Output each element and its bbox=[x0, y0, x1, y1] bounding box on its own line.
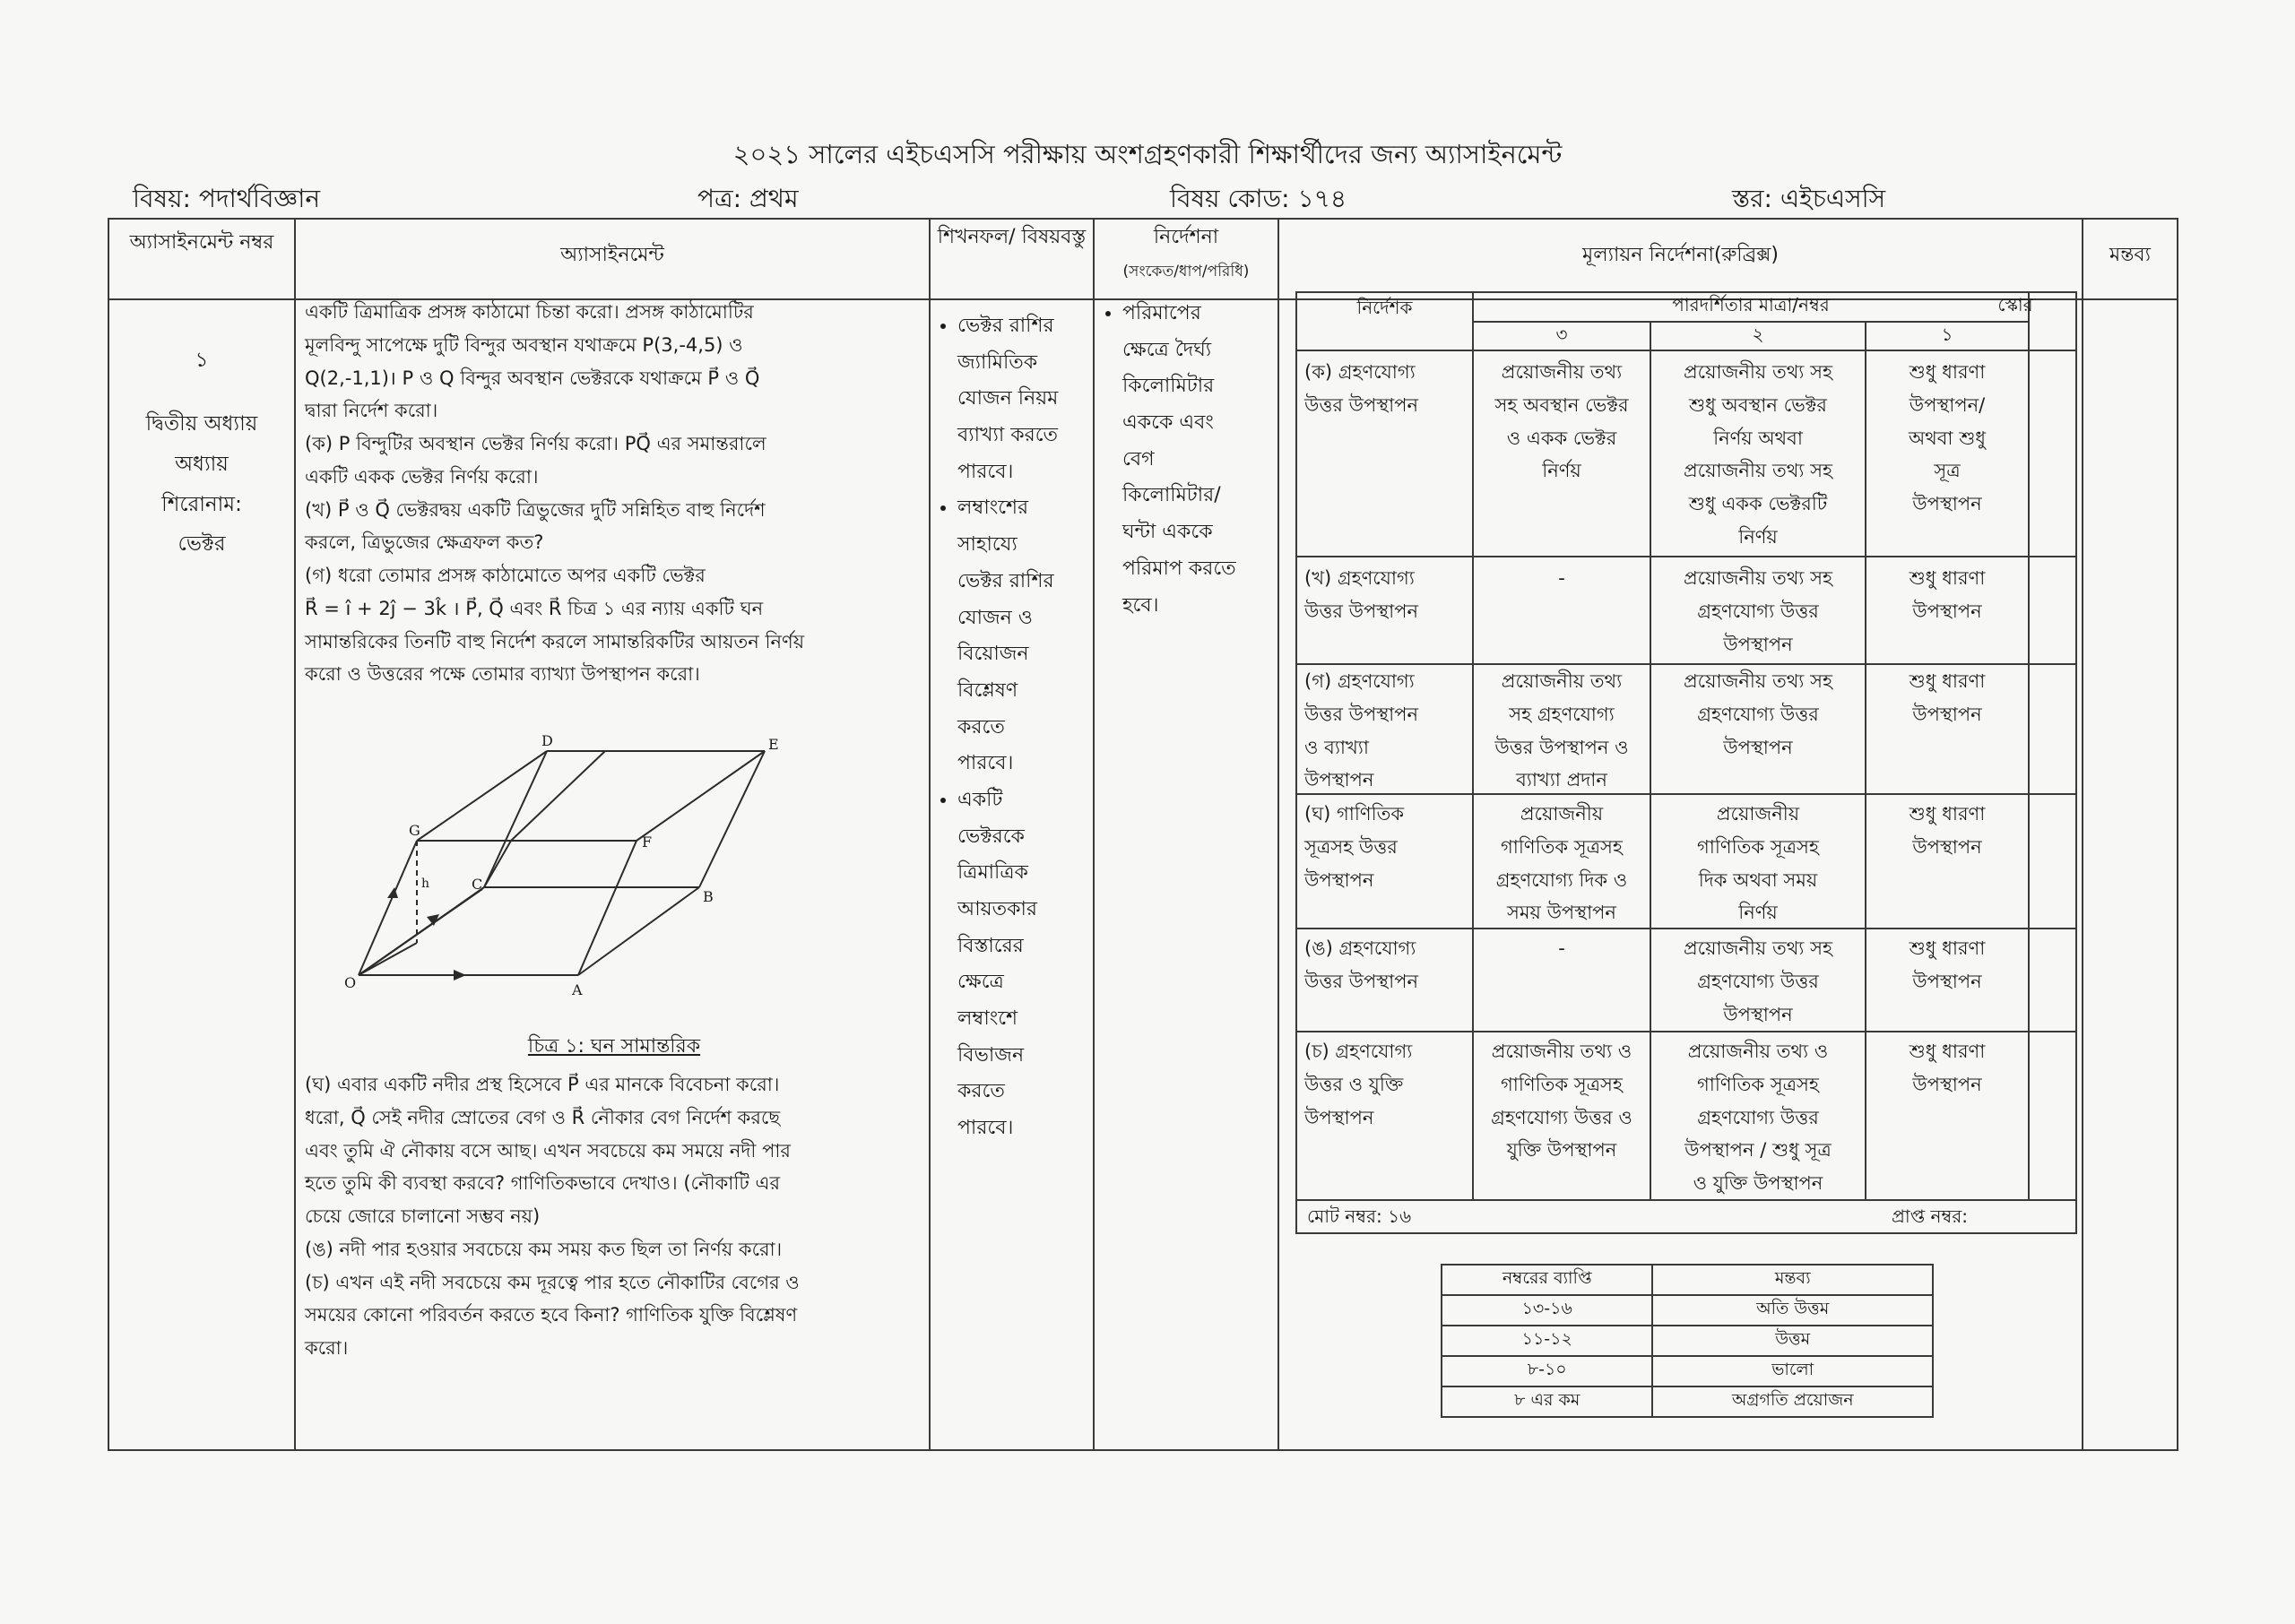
text-line: পারবে। bbox=[957, 752, 1014, 775]
rubric-row-cha-level2 bbox=[1651, 1035, 1865, 1200]
text-line: প্রয়োজনীয় তথ্য ও bbox=[1687, 1041, 1829, 1062]
text-line: (ঘ) গাণিতিক bbox=[1304, 803, 1405, 825]
text-line: • ভেক্টর রাশির bbox=[957, 315, 1054, 337]
text-line: নির্ণয় bbox=[1542, 460, 1581, 482]
learning-outcome-item bbox=[957, 308, 1091, 490]
text-line: Q(2,-1,1)। P ও Q বিন্দুর অবস্থান ভেক্টরকে যথাক্রমে P⃗ ও Q⃗ bbox=[305, 367, 760, 389]
rubric-row-gha-level3 bbox=[1474, 798, 1650, 929]
grade-range-table bbox=[1441, 1264, 1934, 1418]
text-line: আয়তকার bbox=[957, 898, 1038, 920]
text-line: প্রয়োজনীয় তথ্য ও bbox=[1491, 1041, 1632, 1062]
text-line: গ্রহণযোগ্য উত্তর bbox=[1697, 600, 1819, 622]
text-line: বিস্তারের bbox=[957, 934, 1024, 957]
text-line: ধরো, Q⃗ সেই নদীর স্রোতের বেগ ও R⃗ নৌকার বেগ নির্দেশ করছে bbox=[305, 1106, 781, 1128]
text-line: ভেক্টরকে bbox=[957, 825, 1025, 848]
rubric-row-cha-level1 bbox=[1866, 1035, 2028, 1101]
grade-range: ১৩-১৬ bbox=[1442, 1295, 1652, 1326]
text-line: শুধু ধারণা bbox=[1909, 937, 1986, 959]
column-header-assignment: অ্যাসাইনমেন্ট bbox=[560, 244, 664, 266]
column-header-assignment-no: অ্যাসাইনমেন্ট নম্বর bbox=[129, 231, 274, 254]
text-line: প্রয়োজনীয় তথ্য সহ bbox=[1684, 460, 1832, 482]
text-line: - bbox=[1558, 567, 1565, 589]
text-line: করতে bbox=[957, 715, 1005, 739]
text-line: ভেক্টর রাশির bbox=[957, 569, 1054, 592]
figure-caption: চিত্র ১: ঘন সামান্তরিক bbox=[527, 1035, 701, 1058]
text-line: গাণিতিক সূত্রসহ bbox=[1697, 1073, 1819, 1095]
text-line: করো। bbox=[305, 1337, 349, 1359]
rubric-row-ga-indicator bbox=[1304, 665, 1470, 797]
text-line: ক্ষেত্রে bbox=[957, 971, 1004, 994]
text-line: উপস্থাপন bbox=[1912, 493, 1982, 514]
text-line: সহ অবস্থান ভেক্টর bbox=[1494, 393, 1629, 416]
text-line: হতে তুমি কী ব্যবস্থা করবে? গাণিতিকভাবে দেখাও। (নৌকাটি এর bbox=[305, 1172, 781, 1195]
text-line: যুক্তি উপস্থাপন bbox=[1506, 1139, 1617, 1162]
rubric-proficiency-header: পারদর্শিতার মাত্রা/নম্বর bbox=[1672, 294, 1830, 315]
text-line: উপস্থাপন/ bbox=[1909, 393, 1986, 416]
text-line: শুধু ধারণা bbox=[1909, 1041, 1986, 1062]
rubric-row-uma-level3 bbox=[1474, 932, 1650, 965]
text-line: শুধু অবস্থান ভেক্টর bbox=[1689, 393, 1827, 416]
rubric-row-ga-level3 bbox=[1474, 665, 1650, 797]
text-line: উত্তর উপস্থাপন bbox=[1304, 703, 1418, 725]
grade-range: ৮ এর কম bbox=[1442, 1386, 1652, 1417]
text-line: প্রয়োজনীয় তথ্য bbox=[1501, 670, 1623, 692]
text-line: শুধু একক ভেক্টরটি bbox=[1688, 493, 1828, 514]
text-line: (চ) গ্রহণযোগ্য bbox=[1304, 1041, 1413, 1062]
rubric-obtained-marks: প্রাপ্ত নম্বর: bbox=[1892, 1205, 1968, 1227]
figure-label-a: A bbox=[572, 981, 583, 998]
text-line: গ্রহণযোগ্য উত্তর ও bbox=[1491, 1106, 1632, 1128]
rubric-row-kha-level3 bbox=[1474, 562, 1650, 595]
figure-label-o: O bbox=[344, 974, 357, 991]
text-line: উপস্থাপন bbox=[1304, 868, 1374, 891]
subject-code-label: বিষয় কোড: ১৭৪ bbox=[1170, 184, 1347, 213]
text-line: এবং তুমি ঐ নৌকায় বসে আছ। এখন সবচেয়ে কম সময়ে নদী পার bbox=[305, 1139, 791, 1162]
grade-remark: অতি উত্তম bbox=[1652, 1295, 1933, 1326]
grade-remark: অগ্রগতি প্রয়োজন bbox=[1652, 1386, 1933, 1417]
figure-label-c: C bbox=[472, 876, 483, 893]
text-line: ত্রিমাত্রিক bbox=[957, 861, 1028, 885]
text-line: উত্তর উপস্থাপন bbox=[1304, 600, 1418, 622]
text-line: উপস্থাপন bbox=[1912, 703, 1982, 725]
grade-range: ৮-১০ bbox=[1442, 1356, 1652, 1386]
column-header-remarks: মন্তব্য bbox=[2109, 244, 2151, 266]
text-line: শুধু ধারণা bbox=[1909, 567, 1986, 589]
text-line: যোজন ও bbox=[957, 606, 1033, 629]
text-line: প্রয়োজনীয় তথ্য সহ bbox=[1684, 670, 1832, 692]
question-ka: (ক) P বিন্দুটির অবস্থান ভেক্টর নির্ণয় করো। PQ⃗ এর সমান্তরালে bbox=[305, 433, 766, 454]
heading-label: শিরোনাম: bbox=[161, 492, 242, 516]
text-line: উপস্থাপন bbox=[1304, 1106, 1374, 1128]
rubric-level-3: ৩ bbox=[1555, 324, 1568, 345]
text-line: বিশ্লেষণ bbox=[957, 678, 1018, 702]
table-row bbox=[1442, 1326, 1933, 1356]
text-line: একটি ত্রিমাত্রিক প্রসঙ্গ কাঠামো চিন্তা করো। প্রসঙ্গ কাঠামোটির bbox=[305, 301, 754, 323]
rubric-indicator-header: নির্দেশক bbox=[1356, 297, 1413, 318]
text-line: দিক অথবা সময় bbox=[1698, 868, 1818, 891]
text-line: ব্যাখ্যা করতে bbox=[957, 424, 1059, 447]
column-header-evaluation: মূল্যায়ন নির্দেশনা(রুব্রিক্স) bbox=[1582, 244, 1779, 266]
text-line: সময়ের কোনো পরিবর্তন করতে হবে কিনা? গাণিতিক যুক্তি বিশ্লেষণ bbox=[305, 1304, 798, 1326]
question-uma: (ঙ) নদী পার হওয়ার সবচেয়ে কম সময় কত ছিল তা নির্ণয় করো। bbox=[305, 1238, 783, 1260]
instructions-list bbox=[1099, 296, 1275, 624]
column-header-instruction-sub: (সংকেত/ধাপ/পরিধি) bbox=[1122, 263, 1250, 281]
parallelepiped-figure bbox=[332, 735, 798, 1004]
text-line: • একটি bbox=[957, 788, 1003, 811]
text-line: যোজন নিয়ম bbox=[957, 387, 1059, 410]
rubric-row-gha-level2 bbox=[1651, 798, 1865, 929]
rubric-row-kha-indicator bbox=[1304, 562, 1470, 628]
text-line: প্রয়োজনীয় তথ্য সহ bbox=[1684, 567, 1832, 589]
text-line: অথবা শুধু bbox=[1908, 427, 1987, 449]
text-line: - bbox=[1558, 937, 1565, 959]
text-line: উপস্থাপন bbox=[1912, 1073, 1982, 1095]
paper-label: পত্র: প্রথম bbox=[697, 184, 799, 213]
text-line: গাণিতিক সূত্রসহ bbox=[1501, 835, 1623, 858]
assignment-intro bbox=[305, 296, 923, 691]
text-line: প্রয়োজনীয় তথ্য bbox=[1501, 361, 1623, 383]
subject-label: বিষয়: পদার্থবিজ্ঞান bbox=[133, 184, 321, 213]
text-line: গাণিতিক সূত্রসহ bbox=[1501, 1073, 1623, 1095]
rubric-row-ka-level2 bbox=[1651, 356, 1865, 554]
text-line: সময় উপস্থাপন bbox=[1507, 902, 1616, 924]
text-line: উপস্থাপন bbox=[1723, 1003, 1793, 1025]
question-cha: (চ) এখন এই নদী সবচেয়ে কম দূরত্বে পার হতে নৌকাটির বেগের ও bbox=[305, 1271, 800, 1293]
text-line: হবে। bbox=[1122, 593, 1159, 617]
text-line: পারবে। bbox=[957, 460, 1014, 483]
rubric-row-ga-level2 bbox=[1651, 665, 1865, 764]
text-line: ও ব্যাখ্যা bbox=[1304, 736, 1369, 758]
text-line: নির্ণয় bbox=[1738, 525, 1778, 548]
rubric-row-ga-level1 bbox=[1866, 665, 2028, 731]
rubric-row-ka-indicator bbox=[1304, 356, 1470, 422]
text-line: এককে এবং bbox=[1122, 411, 1214, 435]
learning-outcomes-list bbox=[934, 308, 1091, 1147]
document-title: ২০২১ সালের এইচএসসি পরীক্ষায় অংশগ্রহণকারী শিক্ষার্থীদের জন্য অ্যাসাইনমেন্ট bbox=[732, 139, 1563, 169]
grade-header-range: নম্বরের ব্যাপ্তি bbox=[1442, 1265, 1652, 1295]
text-line: সূত্রসহ উত্তর bbox=[1304, 835, 1398, 858]
figure-label-e: E bbox=[768, 736, 779, 753]
text-line: ঘন্টা এককে bbox=[1122, 521, 1213, 544]
question-gha: (ঘ) এবার একটি নদীর প্রস্থ হিসেবে P⃗ এর মানকে বিবেচনা করো। bbox=[305, 1074, 780, 1095]
rubric-level-2: ২ bbox=[1752, 324, 1764, 345]
text-line: উপস্থাপন bbox=[1912, 835, 1982, 858]
text-line: • পরিমাপের bbox=[1122, 302, 1201, 324]
table-row bbox=[1442, 1295, 1933, 1326]
rubric-row-gha-indicator bbox=[1304, 798, 1470, 896]
rubric-total-marks: মোট নম্বর: ১৬ bbox=[1307, 1205, 1412, 1227]
text-line: উপস্থাপন / শুধু সূত্র bbox=[1684, 1139, 1832, 1162]
text-line: ও যুক্তি উপস্থাপন bbox=[1693, 1172, 1823, 1194]
text-line: প্রয়োজনীয় তথ্য সহ bbox=[1684, 361, 1832, 383]
chapter-name: দ্বিতীয় অধ্যায় bbox=[145, 411, 258, 436]
text-line: ব্যাখ্যা প্রদান bbox=[1516, 769, 1607, 791]
text-line: • লম্বাংশের bbox=[957, 497, 1029, 520]
text-line: উত্তর উপস্থাপন bbox=[1304, 970, 1418, 992]
instruction-item bbox=[1122, 296, 1275, 624]
rubric-level-1: ১ bbox=[1941, 324, 1953, 345]
grade-remark: ভালো bbox=[1652, 1356, 1933, 1386]
text-line: (গ) গ্রহণযোগ্য bbox=[1304, 670, 1415, 692]
level-label: স্তর: এইচএসসি bbox=[1732, 184, 1886, 213]
text-line: (খ) গ্রহণযোগ্য bbox=[1304, 567, 1415, 589]
table-row bbox=[1442, 1356, 1933, 1386]
text-line: করো ও উত্তরের পক্ষে তোমার ব্যাখ্যা উপস্থাপন করো। bbox=[305, 663, 700, 686]
learning-outcome-item bbox=[957, 490, 1091, 782]
text-line: গ্রহণযোগ্য উত্তর bbox=[1697, 703, 1819, 725]
rubric-row-uma-level1 bbox=[1866, 932, 2028, 998]
rubric-row-cha-indicator bbox=[1304, 1035, 1470, 1134]
assignment-number: ১ bbox=[195, 349, 209, 372]
question-kha: (খ) P⃗ ও Q⃗ ভেক্টরদ্বয় একটি ত্রিভুজের দুটি সন্নিহিত বাহু নির্দেশ bbox=[305, 498, 766, 521]
text-line: দ্বারা নির্দেশ করো। bbox=[305, 400, 438, 422]
text-line: একটি একক ভেক্টর নির্ণয় করো। bbox=[305, 465, 539, 488]
rubric-row-uma-indicator bbox=[1304, 932, 1470, 998]
text-line: পরিমাপ করতে bbox=[1122, 557, 1236, 580]
grade-range: ১১-১২ bbox=[1442, 1326, 1652, 1356]
rubric-row-kha-level2 bbox=[1651, 562, 1865, 661]
figure-label-b: B bbox=[703, 888, 714, 905]
text-line: উপস্থাপন bbox=[1723, 633, 1793, 655]
column-header-instruction: নির্দেশনা bbox=[1153, 226, 1219, 248]
text-line: করলে, ত্রিভুজের ক্ষেত্রফল কত? bbox=[305, 531, 544, 554]
text-line: সহ গ্রহণযোগ্য bbox=[1509, 703, 1615, 725]
text-line: নির্ণয় bbox=[1738, 902, 1778, 924]
rubric-row-uma-level2 bbox=[1651, 932, 1865, 1031]
text-line: শুধু ধারণা bbox=[1909, 803, 1986, 825]
rubric-row-cha-level3 bbox=[1474, 1035, 1650, 1167]
topic-name: ভেক্টর bbox=[178, 532, 226, 557]
text-line: প্রয়োজনীয় bbox=[1716, 803, 1800, 825]
text-line: প্রয়োজনীয় bbox=[1520, 803, 1604, 825]
text-line: (ঙ) গ্রহণযোগ্য bbox=[1304, 937, 1416, 959]
text-line: ও একক ভেক্টর bbox=[1506, 427, 1617, 449]
text-line: উত্তর ও যুক্তি bbox=[1304, 1073, 1404, 1095]
text-line: শুধু ধারণা bbox=[1909, 670, 1986, 692]
text-line: করতে bbox=[957, 1080, 1005, 1103]
text-line: উপস্থাপন bbox=[1912, 600, 1982, 622]
text-line: লম্বাংশে bbox=[957, 1007, 1018, 1031]
rubric-row-gha-level1 bbox=[1866, 798, 2028, 864]
text-line: গ্রহণযোগ্য উত্তর bbox=[1697, 970, 1819, 992]
text-line: উত্তর উপস্থাপন bbox=[1304, 393, 1418, 416]
question-ga: (গ) ধরো তোমার প্রসঙ্গ কাঠামোতে অপর একটি ভেক্টর bbox=[305, 565, 706, 586]
text-line: উপস্থাপন bbox=[1912, 970, 1982, 992]
text-line: R⃗ = î + 2ĵ − 3k̂ । P⃗, Q⃗ এবং R⃗ চিত্র ১ এর ন্যায় একটি ঘন bbox=[305, 597, 764, 619]
rubric-score-header: স্কোর bbox=[1997, 294, 2033, 315]
text-line: জ্যামিতিক bbox=[957, 350, 1038, 374]
text-line: উপস্থাপন bbox=[1304, 769, 1374, 791]
text-line: গ্রহণযোগ্য উত্তর bbox=[1697, 1106, 1819, 1128]
table-row bbox=[1442, 1265, 1933, 1295]
text-line: বেগ bbox=[1122, 447, 1155, 471]
text-line: ক্ষেত্রে দৈর্ঘ্য bbox=[1122, 338, 1212, 361]
grade-header-remarks: মন্তব্য bbox=[1652, 1265, 1933, 1295]
text-line: কিলোমিটার bbox=[1122, 375, 1215, 398]
text-line: চেয়ে জোরে চালানো সম্ভব নয়) bbox=[305, 1205, 541, 1227]
text-line: উত্তর উপস্থাপন ও bbox=[1494, 736, 1629, 758]
assignment-later-questions bbox=[305, 1068, 923, 1365]
text-line: কিলোমিটার/ bbox=[1122, 484, 1221, 507]
text-line: গ্রহণযোগ্য দিক ও bbox=[1495, 868, 1628, 891]
column-header-learning-outcome: শিখনফল/ বিষয়বস্তু bbox=[937, 226, 1087, 248]
text-line: মূলবিন্দু সাপেক্ষে দুটি বিন্দুর অবস্থান যথাক্রমে P(3,-4,5) ও bbox=[305, 333, 743, 356]
text-line: (ক) গ্রহণযোগ্য bbox=[1304, 361, 1416, 383]
rubric-row-kha-level1 bbox=[1866, 562, 2028, 628]
text-line: সামান্তরিকের তিনটি বাহু নির্দেশ করলে সামান্তরিকটির আয়তন নির্ণয় bbox=[305, 630, 805, 652]
learning-outcome-item bbox=[957, 782, 1091, 1147]
figure-label-g: G bbox=[409, 822, 420, 839]
text-line: গাণিতিক সূত্রসহ bbox=[1697, 835, 1819, 858]
text-line: শুধু ধারণা bbox=[1909, 361, 1986, 383]
text-line: সূত্র bbox=[1934, 460, 1961, 482]
chapter-label: অধ্যায় bbox=[175, 452, 229, 476]
text-line: নির্ণয় অথবা bbox=[1713, 427, 1803, 449]
assignment-number-cell bbox=[109, 341, 294, 565]
figure-label-d: D bbox=[541, 735, 553, 749]
text-line: বিয়োজন bbox=[957, 643, 1029, 666]
rubric-row-ka-level3 bbox=[1474, 356, 1650, 488]
figure-label-h: h bbox=[421, 877, 430, 891]
text-line: বিভাজন bbox=[957, 1043, 1025, 1067]
grade-remark: উত্তম bbox=[1652, 1326, 1933, 1356]
text-line: পারবে। bbox=[957, 1117, 1014, 1140]
figure-label-f: F bbox=[642, 834, 653, 851]
text-line: সাহায্যে bbox=[957, 533, 1018, 557]
table-row bbox=[1442, 1386, 1933, 1417]
text-line: প্রয়োজনীয় তথ্য সহ bbox=[1684, 937, 1832, 959]
rubric-row-ka-level1 bbox=[1866, 356, 2028, 521]
text-line: উপস্থাপন bbox=[1723, 736, 1793, 758]
